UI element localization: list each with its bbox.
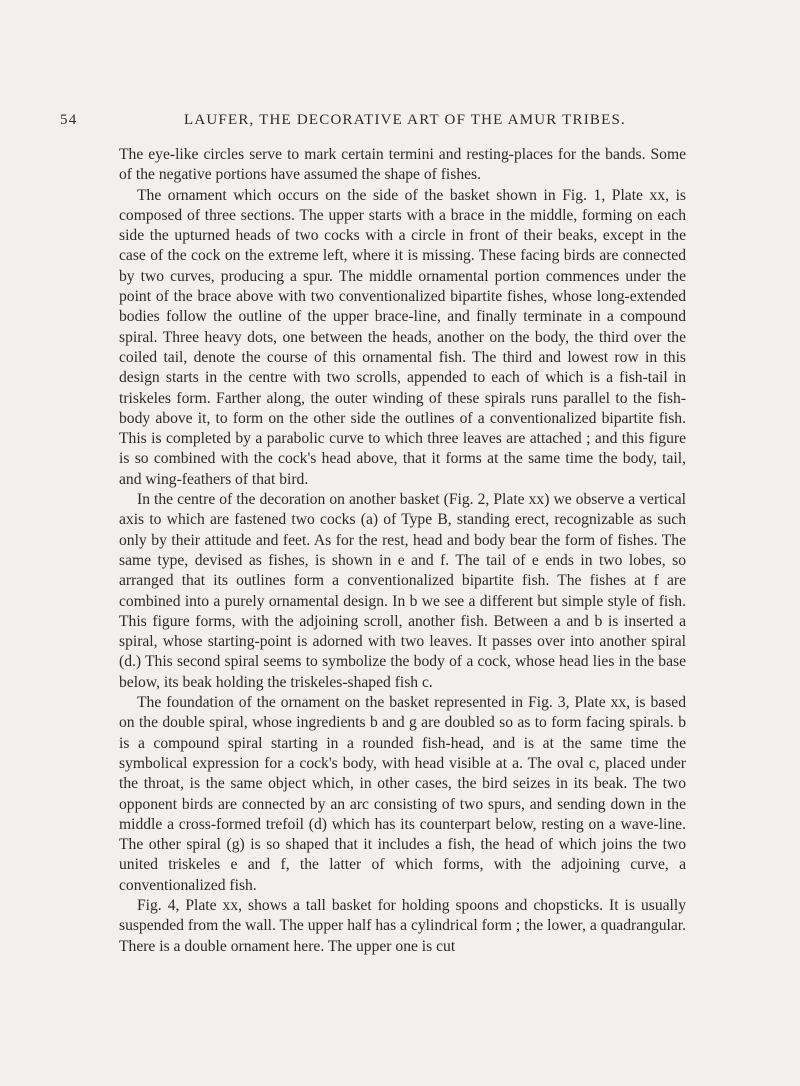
running-head [60,112,740,129]
paragraph: Fig. 4, Plate xx, shows a tall basket for holding spoons and chopsticks. It is usually suspended from the wall. The upper half has a cylindrical form ; the lower, a quadrangular. There is a double ornament here. The upper one is cut [119,896,686,955]
page-number: 54 [60,112,78,128]
paragraph: In the centre of the decoration on another basket (Fig. 2, Plate xx) we observe a vertical axis to which are fastened two cocks (a) of Type B, standing erect, recognizable as such only by their attitude and feet. As for the rest, head and body bear the form of fishes. The same type, devised as fishes, is shown in e and f. The tail of e ends in two lobes, so arranged that its outlines form a conventionalized bipartite fish. The fishes at f are combined into a purely ornamental design. In b we see a different but simple style of fish. This figure forms, with the adjoining scroll, another fish. Between a and b is inserted a spiral, whose starting-point is adorned with two leaves. It passes over into another spiral (d.) This second spiral seems to symbolize the body of a cock, whose head lies in the base below, its beak holding the triskeles-shaped fish c. [119,491,686,691]
paragraph: The ornament which occurs on the side of the basket shown in Fig. 1, Plate xx, is composed of three sections. The upper starts with a brace in the middle, forming on each side the upturned heads of two cocks with a circle in front of their beaks, except in the case of the cock on the extreme left, where it is missing. These facing birds are connected by two curves, producing a spur. The middle ornamental portion commences under the point of the brace above with two conventionalized bipartite fishes, whose long-extended bodies follow the outline of the upper brace-line, and finally terminate in a compound spiral. Three heavy dots, one between the heads, another on the body, the third over the coiled tail, denote the course of this ornamental fish. The third and lowest row in this design starts in the centre with two scrolls, appended to each of which is a fish-tail in triskeles form. Farther along, the outer winding of these spirals runs parallel to the fish-body above it, to form on the other side the outlines of a conventionalized bipartite fish. This is completed by a parabolic curve to which three leaves are attached ; and this figure is so combined with the cock's head above, that it forms at the same time the body, tail, and wing-feathers of that bird. [119,186,686,488]
paragraph: The foundation of the ornament on the basket represented in Fig. 3, Plate xx, is based on the double spiral, whose ingredients b and g are doubled so as to form facing spirals. b is a compound spiral starting in a rounded fish-head, and is at the same time the symbolical expression for a cock's body, with head visible at a. The oval c, placed under the throat, is the same object which, in other cases, the bird seizes in its beak. The two opponent birds are connected by an arc consisting of two spurs, and sending down in the middle a cross-formed trefoil (d) which has its counterpart below, resting on a wave-line. The other spiral (g) is so shaped that it includes a fish, the head of which joins the two united triskeles e and f, the latter of which forms, with the adjoining curve, a conventionalized fish. [119,694,686,894]
body-text [119,145,686,957]
paragraph: The eye-like circles serve to mark certain termini and resting-places for the bands. Some of the negative portions have assumed the shape of fishes. [119,146,686,184]
running-title: LAUFER, THE DECORATIVE ART OF THE AMUR TRIBES. [184,112,626,128]
